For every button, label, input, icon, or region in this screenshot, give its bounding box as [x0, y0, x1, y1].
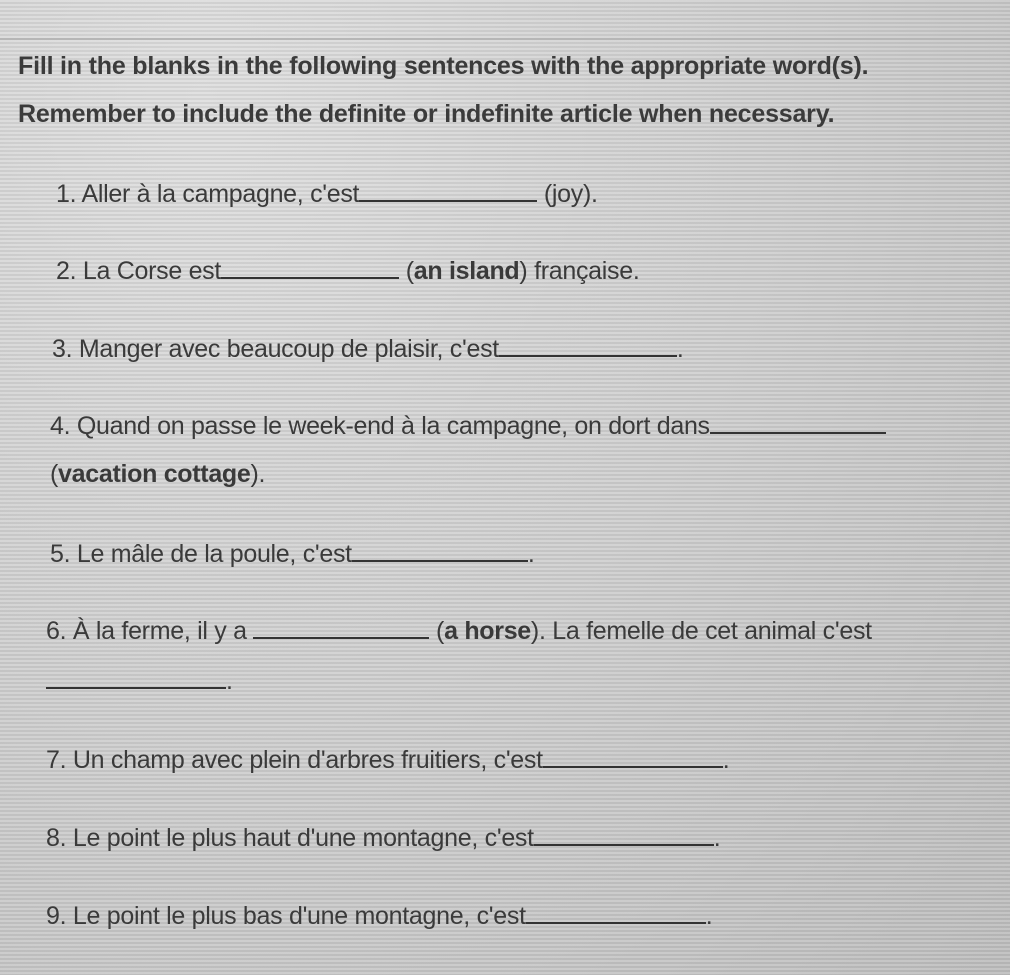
answer-blank-3[interactable]: [499, 333, 677, 357]
question-9: [46, 900, 712, 931]
instruction-line-2: Remember to include the definite or indefinite article when necessary.: [18, 100, 835, 128]
answer-blank-6b[interactable]: [46, 665, 226, 689]
question-8-end: .: [713, 824, 721, 852]
question-2-hint: an island: [413, 257, 520, 285]
question-3: [52, 333, 684, 364]
question-4-hint-open: (: [50, 460, 59, 488]
question-1-hint: (joy): [543, 180, 591, 208]
question-1: [56, 178, 598, 209]
question-4-text: 4. Quand on passe le week-end à la campagne, on dort dans: [50, 412, 710, 440]
answer-blank-7[interactable]: [543, 744, 723, 768]
question-2-hint-open: (: [405, 257, 414, 285]
answer-blank-6a[interactable]: [253, 615, 429, 639]
answer-blank-5[interactable]: [352, 538, 528, 562]
question-2-text: 2. La Corse est: [56, 257, 222, 285]
question-7-text: 7. Un champ avec plein d'arbres fruitiers, c'est: [46, 746, 543, 774]
question-1-text: 1. Aller à la campagne, c'est: [56, 180, 360, 208]
question-4-cont: [50, 460, 265, 489]
question-8: [46, 822, 720, 853]
question-3-end: .: [676, 335, 684, 363]
question-9-text: 9. Le point le plus bas d'une montagne, c'est: [46, 902, 526, 930]
question-1-end: .: [590, 180, 598, 208]
question-4-hint: vacation cottage: [58, 460, 251, 488]
question-2-hint-close: ): [519, 257, 528, 285]
question-6-hint: a horse: [444, 617, 531, 645]
question-6-text: 6. À la ferme, il y a: [46, 617, 247, 645]
answer-blank-1[interactable]: [359, 178, 537, 202]
question-2: [56, 255, 639, 286]
question-9-end: .: [705, 902, 713, 930]
question-4: [50, 410, 886, 441]
question-5-end: .: [527, 540, 535, 568]
question-6-end: .: [226, 667, 233, 695]
question-7: [46, 744, 729, 775]
question-7-end: .: [722, 746, 730, 774]
question-6-line2: [46, 665, 233, 696]
question-5: [50, 538, 534, 569]
question-6: [46, 615, 872, 646]
question-4-hint-close: ): [250, 460, 259, 488]
answer-blank-4[interactable]: [710, 410, 886, 434]
question-6-hint-close: ): [530, 617, 539, 645]
question-6-cont: . La femelle de cet animal c'est: [538, 617, 872, 645]
question-4-end: .: [258, 460, 266, 488]
divider: [0, 38, 1010, 40]
answer-blank-8[interactable]: [534, 822, 714, 846]
question-3-text: 3. Manger avec beaucoup de plaisir, c'est: [52, 335, 499, 363]
question-5-text: 5. Le mâle de la poule, c'est: [50, 540, 352, 568]
question-2-end: française.: [527, 257, 640, 285]
question-6-hint-open: (: [436, 617, 445, 645]
answer-blank-2[interactable]: [221, 255, 399, 279]
instruction-line-1: Fill in the blanks in the following sentences with the appropriate word(s).: [18, 52, 869, 80]
question-8-text: 8. Le point le plus haut d'une montagne, c'est: [46, 824, 534, 852]
answer-blank-9[interactable]: [526, 900, 706, 924]
